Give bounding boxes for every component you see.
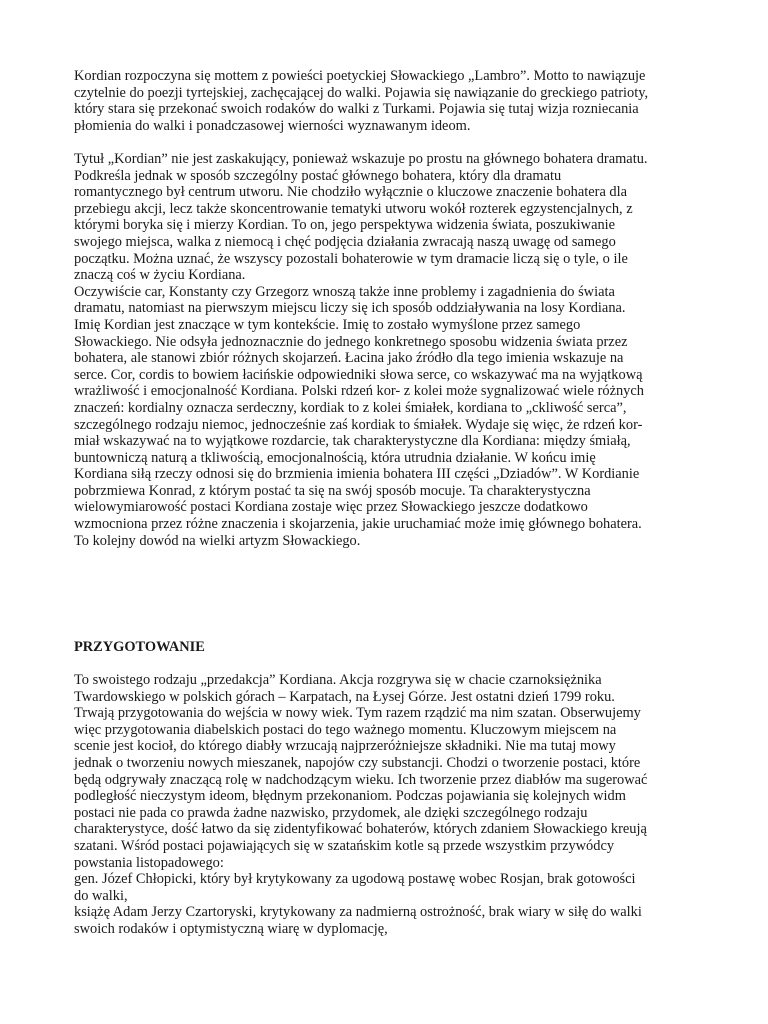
text-line: książę Adam Jerzy Czartoryski, krytykowany za nadmierną ostrożność, brak wiary w siłę do walki: [74, 904, 642, 921]
text-line: znaczeń: kordialny oznacza serdeczny, kordiak to z kolei śmiałek, kordiana to „ckliwość serca”,: [74, 399, 627, 416]
text-line: wielowymiarowość postaci Kordiana zostaje więc przez Słowackiego jeszcze dodatkowo: [74, 499, 588, 516]
text-line: romantycznego był centrum utworu. Nie chodziło wyłącznie o kluczowe znaczenie bohatera dla: [74, 184, 628, 201]
text-line: będą odgrywały znaczącą rolę w nadchodzącym wieku. Ich tworzenie przez diabłów ma sugerować: [74, 771, 648, 788]
text-line: Imię Kordian jest znaczące w tym kontekście. Imię to zostało wymyślone przez samego: [74, 316, 581, 333]
intro-paragraph: [74, 68, 714, 134]
text-line: znaczą coś w życiu Kordiana.: [74, 267, 246, 284]
text-line: serce. Cor, cordis to bowiem łacińskie odpowiedniki słowa serce, co wskazywać ma na wyjątkową: [74, 366, 643, 383]
text-line: swoich rodaków i optymistyczną wiarę w dyplomację,: [74, 920, 388, 937]
text-line: postaci nie pada co prawda żadne nazwisko, przydomek, ale dzięki szczególnego rodzaju: [74, 804, 588, 821]
text-line: podległość nieczystym ideom, błędnym przekonaniom. Podczas pojawiania się kolejnych widm: [74, 788, 626, 805]
text-line: swojego miejsca, walka z niemocą i chęć podjęcia działania zwracają naszą uwagę od samego: [74, 233, 616, 250]
text-line: płomienia do walki i ponadczasowej wierności wyznawanym ideom.: [74, 117, 471, 134]
text-line: bohatera, ale stanowi zbiór różnych skojarzeń. Łacina jako źródło dla tego imienia wskazuje na: [74, 350, 624, 367]
text-line: scenie jest kocioł, do którego diabły wrzucają najprzeróżniejsze składniki. Nie ma tutaj mowy: [74, 738, 616, 755]
text-line: szatani. Wśród postaci pojawiających się w szatańskim kotle są przede wszystkim przywódcy: [74, 837, 615, 854]
title-paragraph: [74, 151, 714, 549]
text-line: którymi boryka się i mierzy Kordian. To on, jego perspektywa widzenia świata, poszukiwanie: [74, 217, 616, 234]
text-line: Kordiana siłą rzeczy odnosi się do brzmienia imienia bohatera III części „Dziadów”. W Kordianie: [74, 466, 640, 483]
section-heading: PRZYGOTOWANIE: [74, 639, 205, 655]
text-line: powstania listopadowego:: [74, 854, 224, 871]
text-line: Twardowskiego w polskich górach – Karpatach, na Łysej Górze. Jest ostatni dzień 1799 roku.: [74, 688, 615, 705]
text-line: do walki,: [74, 887, 128, 904]
text-line: czytelnie do poezji tyrtejskiej, zachęcającej do walki. Pojawia się nawiązanie do greckiego patrioty,: [74, 84, 649, 101]
text-line: miał wskazywać na to wyjątkowe rozdarcie, tak charakterystyczne dla Kordiana: między śmiałą,: [74, 433, 631, 450]
text-line: buntowniczą naturą a tkliwością, emocjonalnością, która utrudnia działanie. W końcu imię: [74, 449, 596, 466]
text-line: Oczywiście car, Konstanty czy Grzegorz wnoszą także inne problemy i zagadnienia do świata: [74, 283, 615, 300]
text-line: Słowackiego. Nie odsyła jednoznacznie do jednego konkretnego sposobu widzenia świata przez: [74, 333, 628, 350]
text-line: Tytuł „Kordian” nie jest zaskakujący, ponieważ wskazuje po prostu na głównego bohatera dramatu.: [74, 151, 648, 167]
text-line: wrażliwość i emocjonalność Kordiana. Polski rdzeń kor- z kolei może sygnalizować wiele różnych: [74, 383, 644, 400]
text-line: wzmocniona przez różne znaczenia i skojarzenia, jakie uruchamiać może imię głównego bohatera.: [74, 516, 642, 533]
text-line: pobrzmiewa Konrad, z którym postać ta się na swój sposób mocuje. Ta charakterystyczna: [74, 482, 591, 499]
text-line: więc przygotowania diabelskich postaci do tego ważnego momentu. Kluczowym miejscem na: [74, 721, 617, 738]
section-paragraph: [74, 672, 714, 938]
text-line: Kordian rozpoczyna się mottem z powieści poetyckiej Słowackiego „Lambro”. Motto to nawiązuje: [74, 68, 646, 84]
text-line: charakterystyce, dość łatwo da się zidentyfikować bohaterów, których zdaniem Słowackiego kreują: [74, 821, 647, 838]
text-line: Podkreśla jednak w sposób szczególny postać głównego bohatera, który dla dramatu: [74, 167, 562, 184]
section-heading-block: [74, 639, 714, 656]
text-line: początku. Można uznać, że wszyscy pozostali bohaterowie w tym dramacie liczą się o tyle, o ile: [74, 250, 628, 267]
text-line: jednak o tworzeniu nowych mieszanek, napojów czy substancji. Chodzi o tworzenie postaci, które: [74, 754, 641, 771]
text-line: przebiegu akcji, lecz także skoncentrowanie tematyki utworu wokół rozterek egzystencjalnych, z: [74, 200, 633, 217]
text-line: To swoistego rodzaju „przedakcja” Kordiana. Akcja rozgrywa się w chacie czarnoksiężnika: [74, 672, 602, 688]
text-line: To kolejny dowód na wielki artyzm Słowackiego.: [74, 532, 361, 549]
text-line: gen. Józef Chłopicki, który był krytykowany za ugodową postawę wobec Rosjan, brak gotowości: [74, 871, 636, 888]
text-line: Trwają przygotowania do wejścia w nowy wiek. Tym razem rządzić ma nim szatan. Obserwujemy: [74, 705, 641, 722]
text-line: szczególnego rodzaju niemoc, jednocześnie zaś kordiak to śmiałek. Wydaje się więc, że rdzeń kor-: [74, 416, 643, 433]
text-line: dramatu, natomiast na pierwszym miejscu liczy się ich sposób oddziaływania na losy Kordiana.: [74, 300, 626, 317]
text-line: który stara się przekonać swoich rodaków do walki z Turkami. Pojawia się tutaj wizja rozniecania: [74, 101, 639, 118]
